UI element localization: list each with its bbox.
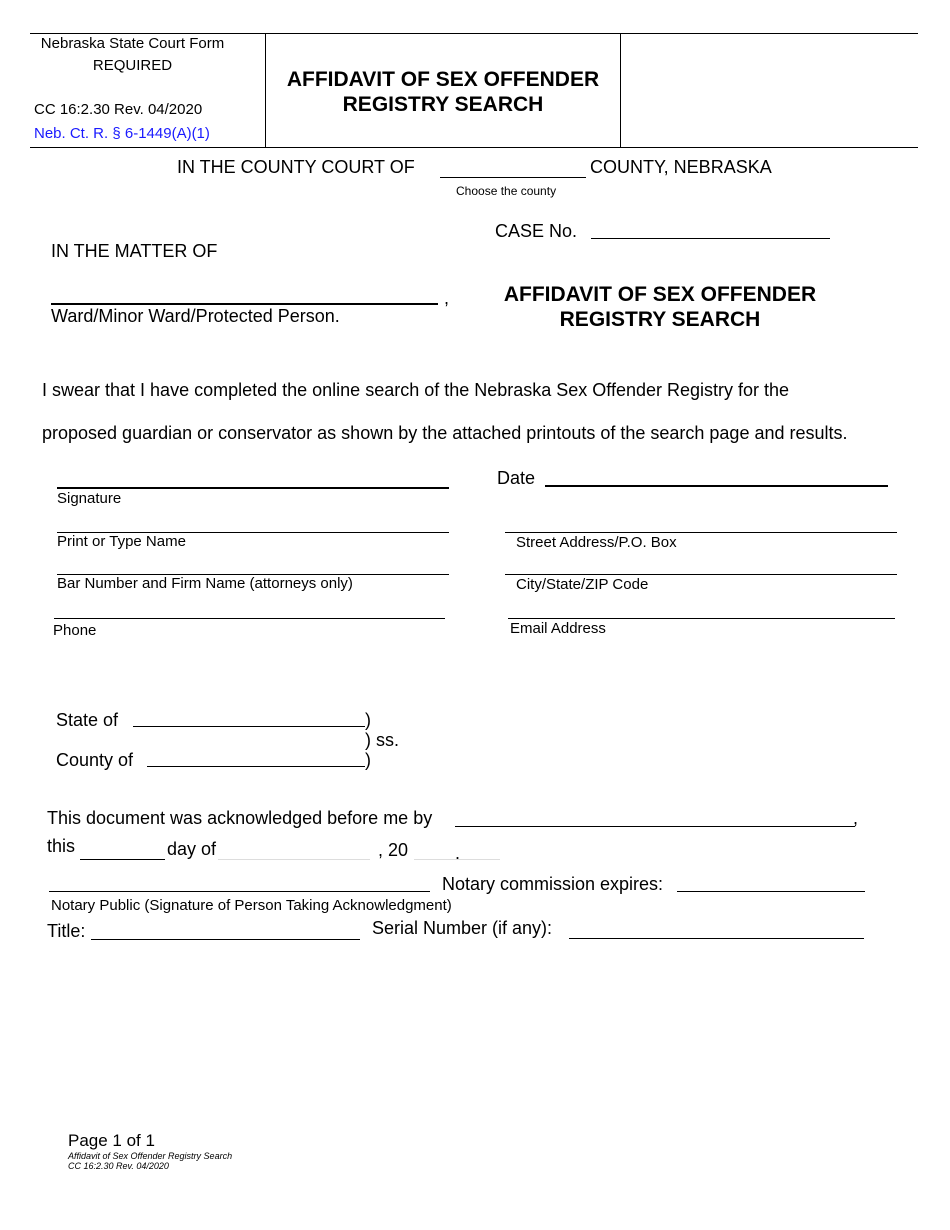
print-name-label: Print or Type Name	[57, 533, 186, 550]
signature-input[interactable]	[57, 487, 449, 489]
commission-expires-label: Notary commission expires:	[442, 874, 664, 894]
signature-label: Signature	[57, 490, 122, 507]
document-title	[470, 282, 850, 332]
serial-number-input[interactable]	[569, 938, 864, 939]
footer-doc-name: Affidavit of Sex Offender Registry Search	[68, 1151, 233, 1161]
year-prefix: , 20	[378, 840, 409, 860]
date-label: Date	[497, 468, 536, 488]
case-number-label: CASE No.	[495, 221, 578, 241]
court-form-label: Nebraska State Court Form	[40, 35, 225, 52]
city-state-zip-label: City/State/ZIP Code	[516, 576, 649, 593]
court-suffix: COUNTY, NEBRASKA	[590, 157, 772, 177]
commission-expires-input[interactable]	[677, 891, 865, 892]
street-address-input[interactable]	[505, 532, 897, 533]
statement-line2: proposed guardian or conservator as shown by the attached printouts of the search page and results.	[42, 423, 848, 443]
notary-signature-input[interactable]	[49, 891, 430, 892]
state-paren: )	[365, 710, 371, 730]
case-number-input[interactable]	[591, 238, 830, 239]
day-of-label: day of	[167, 839, 217, 859]
footer-form-number: CC 16:2.30 Rev. 04/2020	[68, 1161, 169, 1171]
ward-name-input[interactable]	[51, 303, 438, 305]
street-address-label: Street Address/P.O. Box	[516, 534, 677, 551]
statement-line1: I swear that I have completed the online search of the Nebraska Sex Offender Registry for the	[42, 380, 790, 400]
acknowledged-comma: ,	[853, 808, 859, 828]
county-hint: Choose the county	[456, 184, 557, 198]
court-prefix: IN THE COUNTY COURT OF	[177, 157, 415, 177]
county-paren: )	[365, 750, 371, 770]
phone-input[interactable]	[54, 618, 445, 619]
rule-link[interactable]: Neb. Ct. R. § 6-1449(A)(1)	[34, 125, 210, 142]
required-label: REQUIRED	[92, 57, 173, 74]
state-of-label: State of	[56, 710, 119, 730]
year-period: .	[455, 843, 461, 863]
header-title	[266, 67, 620, 117]
footer-doc-info	[68, 1151, 232, 1171]
date-input[interactable]	[545, 485, 888, 487]
county-input[interactable]	[147, 766, 365, 767]
title-label: Title:	[47, 921, 86, 941]
ward-label: Ward/Minor Ward/Protected Person.	[51, 306, 340, 326]
header-title-line1: AFFIDAVIT OF SEX OFFENDER	[286, 68, 600, 91]
notary-signature-label: Notary Public (Signature of Person Taking Acknowledgment)	[51, 897, 452, 914]
matter-label: IN THE MATTER OF	[51, 241, 218, 261]
document-title-line1: AFFIDAVIT OF SEX OFFENDER	[503, 283, 817, 306]
document-title-line2: REGISTRY SEARCH	[559, 308, 761, 331]
form-number: CC 16:2.30 Rev. 04/2020	[34, 101, 203, 118]
day-input[interactable]	[80, 859, 165, 860]
phone-label: Phone	[53, 622, 97, 639]
city-state-zip-input[interactable]	[505, 574, 897, 575]
page-number: Page 1 of 1	[68, 1131, 155, 1150]
title-input[interactable]	[91, 939, 360, 940]
header-bottom-rule	[30, 147, 918, 148]
acknowledged-label: This document was acknowledged before me by	[47, 808, 433, 828]
matter-comma: ,	[444, 288, 450, 308]
clerk-stamp-area	[621, 34, 917, 146]
county-select[interactable]	[440, 177, 586, 178]
acknowledged-by-input[interactable]	[455, 826, 855, 827]
email-label: Email Address	[510, 620, 606, 637]
county-of-label: County of	[56, 750, 134, 770]
this-label: this	[47, 836, 76, 856]
month-input[interactable]	[218, 859, 370, 860]
bar-number-label: Bar Number and Firm Name (attorneys only)	[57, 575, 353, 592]
ss-label: ) ss.	[365, 730, 399, 750]
state-input[interactable]	[133, 726, 365, 727]
serial-number-label: Serial Number (if any):	[372, 918, 553, 938]
email-input[interactable]	[508, 618, 895, 619]
header-title-line2: REGISTRY SEARCH	[342, 93, 544, 116]
